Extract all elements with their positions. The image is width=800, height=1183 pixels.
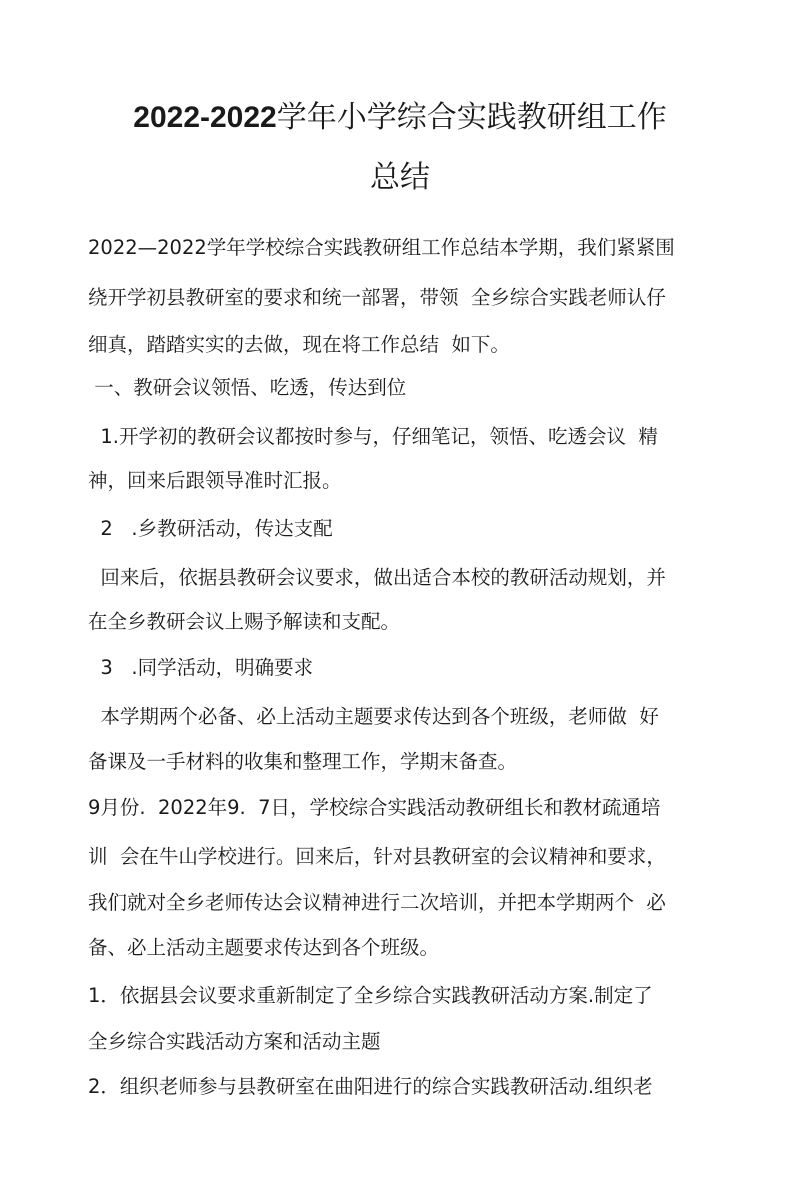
paragraph-line: 训 会在牛山学校进行。回来后，针对县教研室的会议精神和要求，: [88, 845, 666, 868]
paragraph-line: 回来后，依据县教研会议要求，做出适合本校的教研活动规划，并: [88, 566, 666, 589]
title-year: 2022-2022: [133, 101, 277, 134]
document-title-line-1: [0, 98, 800, 138]
paragraph-line: 我们就对全乡老师传达会议精神进行二次培训，并把本学期两个 必: [88, 891, 666, 914]
paragraph-line: 9月份. 2022年9. 7日，学校综合实践活动教研组长和教材疏通培: [88, 796, 661, 819]
document-title-line-2: 总结: [370, 160, 430, 195]
paragraph-line: 备、必上活动主题要求传达到各个班级。: [88, 936, 440, 959]
paragraph-line: 1.开学初的教研会议都按时参与，仔细笔记，领悟、吃透会议 精: [88, 425, 658, 448]
section-heading: 一、教研会议领悟、吃透，传达到位: [88, 376, 407, 399]
paragraph-line: 1．依据县会议要求重新制定了全乡综合实践教研活动方案.制定了: [88, 984, 653, 1007]
paragraph-line: 备课及一手材料的收集和整理工作，学期末备查。: [88, 750, 518, 773]
subheading-line: 3 .同学活动，明确要求: [88, 656, 314, 679]
subheading-line: 2 .乡教研活动，传达支配: [88, 517, 333, 540]
paragraph-line: 绕开学初县教研室的要求和统一部署，带领 全乡综合实践老师认仔: [88, 286, 666, 309]
paragraph-line: 在全乡教研会议上赐予解读和支配。: [88, 610, 401, 633]
paragraph-line: 神，回来后跟领导准时汇报。: [88, 469, 342, 492]
paragraph-line: 2022—2022学年学校综合实践教研组工作总结本学期，我们紧紧围: [88, 236, 675, 259]
paragraph-line: 本学期两个必备、必上活动主题要求传达到各个班级，老师做 好: [88, 705, 659, 728]
paragraph-line: 2．组织老师参与县教研室在曲阳进行的综合实践教研活动.组织老: [88, 1075, 653, 1098]
paragraph-line: 全乡综合实践活动方案和活动主题: [88, 1030, 381, 1053]
title-text: 学年小学综合实践教研组工作: [276, 100, 667, 135]
paragraph-line: 细真，踏踏实实的去做，现在将工作总结 如下。: [88, 333, 510, 356]
